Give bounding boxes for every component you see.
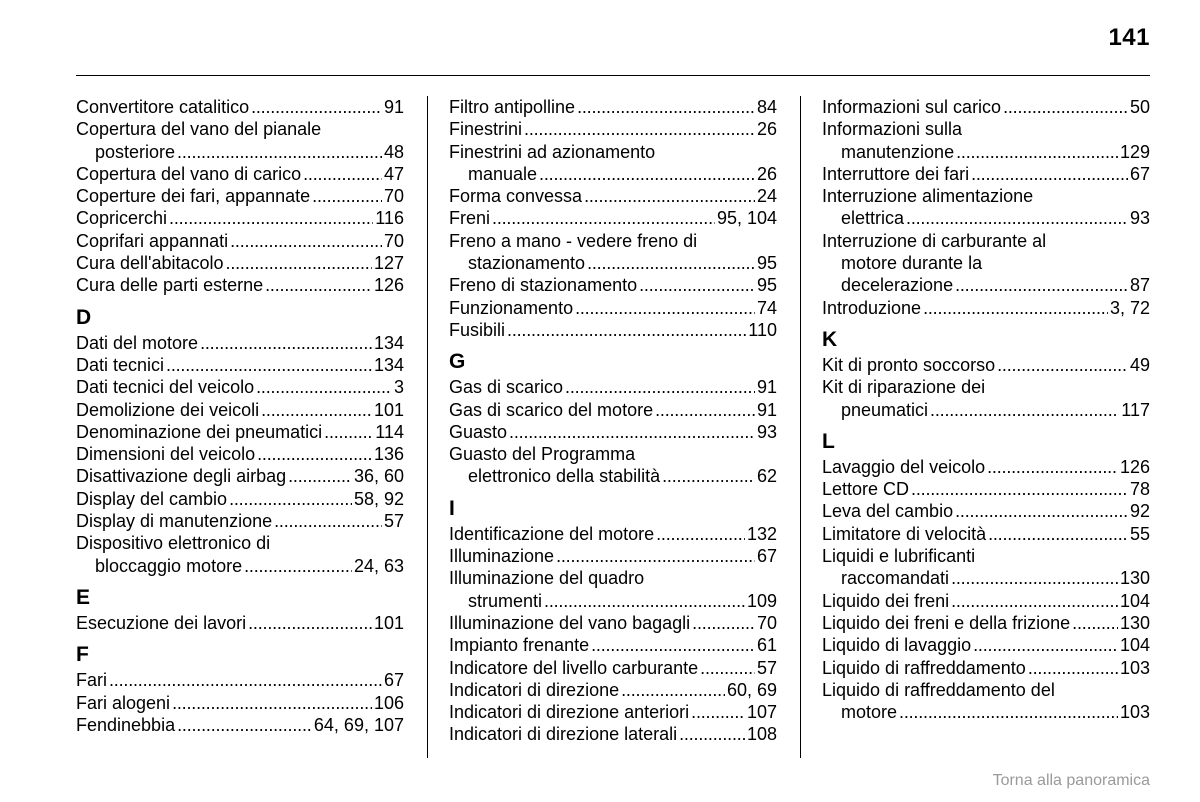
- index-entry-label: Indicatore del livello carburante: [449, 657, 699, 678]
- page-reference: 110: [748, 319, 777, 340]
- index-entry[interactable]: [449, 723, 777, 745]
- dot-leader: [988, 523, 1128, 545]
- index-entry-label: Gas di scarico: [449, 377, 564, 398]
- page-reference: 132: [746, 523, 777, 544]
- page-reference: 60, 69: [726, 679, 777, 700]
- dot-leader: [507, 319, 746, 341]
- column-divider: [427, 96, 428, 758]
- index-entry[interactable]: [822, 523, 1150, 545]
- dot-leader: [1072, 612, 1118, 634]
- page-reference: 70: [383, 230, 404, 251]
- index-entry[interactable]: [449, 443, 777, 488]
- index-entry-continuation: [76, 141, 404, 163]
- index-entry-label: Fari alogeni: [76, 692, 171, 713]
- index-entry[interactable]: [822, 634, 1150, 656]
- page-reference: 93: [1129, 208, 1150, 229]
- index-entry-continuation: [822, 701, 1150, 723]
- index-entry-label: Coperture dei fari, appannate: [76, 186, 311, 207]
- index-entry[interactable]: [449, 612, 777, 634]
- page-reference: 61: [756, 635, 777, 656]
- dot-leader: [1003, 96, 1128, 118]
- dot-leader: [679, 723, 745, 745]
- dot-leader: [692, 612, 755, 634]
- dot-leader: [177, 141, 382, 163]
- dot-leader: [230, 230, 382, 252]
- page-reference: 134: [373, 332, 404, 353]
- back-to-overview-link[interactable]: Torna alla panoramica: [992, 772, 1150, 789]
- dot-leader: [229, 488, 352, 510]
- index-entry-label: Identificazione del motore: [449, 523, 655, 544]
- index-entry[interactable]: [76, 274, 404, 296]
- index-letter-heading: G: [449, 350, 466, 374]
- index-entry-label: Illuminazione del quadro: [449, 568, 645, 589]
- dot-leader: [591, 634, 755, 656]
- index-entry-continuation: [822, 567, 1150, 589]
- dot-leader: [951, 567, 1118, 589]
- page-reference: 36, 60: [353, 466, 404, 487]
- index-entry-continuation: [449, 590, 777, 612]
- index-entry-label-continued: elettronico della stabilità: [468, 466, 661, 487]
- index-entry[interactable]: [822, 230, 1150, 297]
- index-entry[interactable]: [76, 230, 404, 252]
- page-reference: 129: [1119, 141, 1150, 162]
- page-reference: 104: [1119, 635, 1150, 656]
- index-entry-label-continued: manutenzione: [841, 141, 955, 162]
- index-entry-label: Illuminazione: [449, 546, 555, 567]
- index-entry-label: Guasto del Programma: [449, 444, 636, 465]
- index-entry-label: Denominazione dei pneumatici: [76, 421, 323, 442]
- dot-leader: [539, 163, 755, 185]
- page-reference: 3, 72: [1109, 297, 1150, 318]
- index-entry-label: Dati tecnici del veicolo: [76, 377, 255, 398]
- dot-leader: [899, 701, 1118, 723]
- page-reference: 95: [756, 253, 777, 274]
- index-entry-label: Kit di pronto soccorso: [822, 354, 996, 375]
- index-entry[interactable]: [822, 456, 1150, 478]
- page-reference: 3: [393, 377, 404, 398]
- dot-leader: [324, 421, 373, 443]
- index-entry-label: Gas di scarico del motore: [449, 399, 654, 420]
- index-entry[interactable]: [76, 488, 404, 510]
- index-entry-continuation: [449, 163, 777, 185]
- index-entry-label: Informazioni sulla: [822, 119, 963, 140]
- dot-leader: [556, 545, 755, 567]
- page-reference: 103: [1119, 702, 1150, 723]
- index-entry-label-continued: posteriore: [95, 141, 176, 162]
- dot-leader: [109, 669, 382, 691]
- index-entry[interactable]: [76, 510, 404, 532]
- index-entry[interactable]: [822, 118, 1150, 163]
- index-letter-heading: K: [822, 327, 838, 351]
- index-entry-label: Finestrini ad azionamento: [449, 141, 656, 162]
- index-entry-label-continued: raccomandati: [841, 568, 950, 589]
- index-entry-label-continued: bloccaggio motore: [95, 555, 243, 576]
- index-entry-label: Indicatori di direzione anteriori: [449, 702, 690, 723]
- dot-leader: [971, 163, 1128, 185]
- index-entry-label: Freno di stazionamento: [449, 275, 638, 296]
- dot-leader: [226, 252, 372, 274]
- index-entry-label: Liquido dei freni e della frizione: [822, 612, 1071, 633]
- index-entry[interactable]: [76, 332, 404, 354]
- index-entry-label: Liquido di raffreddamento del: [822, 679, 1055, 700]
- index-entry[interactable]: [822, 478, 1150, 500]
- page-reference: 67: [756, 546, 777, 567]
- index-entry-label: Dispositivo elettronico di: [76, 533, 271, 554]
- index-entry[interactable]: [822, 163, 1150, 185]
- dot-leader: [169, 207, 373, 229]
- page-reference: 48: [383, 141, 404, 162]
- dot-leader: [288, 465, 352, 487]
- index-entry[interactable]: [449, 141, 777, 186]
- index-entry[interactable]: [449, 523, 777, 545]
- index-entry-label: Freno a mano - vedere freno di: [449, 230, 698, 251]
- page-reference: 67: [383, 670, 404, 691]
- dot-leader: [256, 376, 392, 398]
- dot-leader: [544, 590, 745, 612]
- index-entry[interactable]: [822, 96, 1150, 118]
- dot-leader: [906, 207, 1128, 229]
- index-entry-label: Coprifari appannati: [76, 230, 229, 251]
- index-entry[interactable]: [822, 500, 1150, 522]
- dot-leader: [930, 399, 1119, 421]
- index-entry-label-continued: strumenti: [468, 590, 543, 611]
- page-reference: 26: [756, 163, 777, 184]
- dot-leader: [1028, 657, 1118, 679]
- dot-leader: [951, 590, 1118, 612]
- page-reference: 108: [746, 724, 777, 745]
- column-divider: [800, 96, 801, 758]
- dot-leader: [257, 443, 372, 465]
- index-entry[interactable]: [76, 443, 404, 465]
- dot-leader: [987, 456, 1118, 478]
- index-letter-heading: F: [76, 643, 89, 667]
- index-entry-label: Leva del cambio: [822, 501, 954, 522]
- dot-leader: [584, 185, 755, 207]
- dot-leader: [251, 96, 382, 118]
- index-entry[interactable]: [76, 421, 404, 443]
- index-entry-label: Fari: [76, 670, 107, 691]
- index-entry[interactable]: [822, 354, 1150, 376]
- page-reference: 70: [383, 186, 404, 207]
- dot-leader: [655, 399, 755, 421]
- dot-leader: [509, 421, 755, 443]
- index-entry-label: Indicatori di direzione: [449, 679, 620, 700]
- page-reference: 127: [373, 253, 404, 274]
- index-entry-label: Funzionamento: [449, 297, 574, 318]
- index-entry[interactable]: [449, 96, 777, 118]
- index-entry[interactable]: [449, 701, 777, 723]
- index-entry-label: Liquido di lavaggio: [822, 635, 972, 656]
- page-reference: 84: [756, 97, 777, 117]
- index-letter-heading: D: [76, 305, 92, 329]
- index-entry[interactable]: [449, 421, 777, 443]
- dot-leader: [955, 274, 1128, 296]
- index-entry-label: Dimensioni del veicolo: [76, 444, 256, 465]
- index-entry-label: Informazioni sul carico: [822, 97, 1002, 117]
- index-entry-label: Freni: [449, 208, 491, 229]
- page-reference: 67: [1129, 163, 1150, 184]
- index-entry[interactable]: [76, 252, 404, 274]
- dot-leader: [565, 376, 755, 398]
- index-entry[interactable]: [76, 692, 404, 714]
- index-entry-label-continued: motore durante la: [841, 253, 983, 274]
- index-entry[interactable]: [822, 590, 1150, 612]
- page-reference: 126: [1119, 456, 1150, 477]
- dot-leader: [700, 657, 755, 679]
- page-reference: 109: [746, 590, 777, 611]
- index-entry[interactable]: [76, 399, 404, 421]
- index-entry-label-continued: decelerazione: [841, 275, 954, 296]
- index-entry[interactable]: [449, 399, 777, 421]
- index-entry-label: Fusibili: [449, 319, 506, 340]
- index-entry[interactable]: [822, 679, 1150, 724]
- index-entry-label: Introduzione: [822, 297, 922, 318]
- index-entry[interactable]: [76, 96, 404, 118]
- page-reference: 95, 104: [716, 208, 777, 229]
- index-entry-label-continued: motore: [841, 702, 898, 723]
- index-entry[interactable]: [76, 354, 404, 376]
- index-entry[interactable]: [449, 274, 777, 296]
- page-reference: 74: [756, 297, 777, 318]
- index-entry[interactable]: [822, 185, 1150, 230]
- index-entry-continuation: [449, 252, 777, 274]
- index-entry[interactable]: [76, 714, 404, 736]
- index-entry-label: Forma convessa: [449, 186, 583, 207]
- page-reference: 55: [1129, 523, 1150, 544]
- index-entry[interactable]: [76, 612, 404, 634]
- index-entry-continuation: [822, 141, 1150, 163]
- dot-leader: [177, 714, 312, 736]
- index-entry-continuation: [449, 465, 777, 487]
- page-reference: 57: [383, 511, 404, 532]
- page-reference: 130: [1119, 568, 1150, 589]
- header-rule: [76, 75, 1150, 76]
- index-entry-label: Demolizione dei veicoli: [76, 399, 260, 420]
- page-reference: 101: [373, 612, 404, 633]
- index-entry-label-continued: stazionamento: [468, 253, 586, 274]
- index-entry[interactable]: [76, 465, 404, 487]
- page-reference: 103: [1119, 657, 1150, 678]
- index-entry-label: Disattivazione degli airbag: [76, 466, 287, 487]
- page-reference: 62: [756, 466, 777, 487]
- index-entry[interactable]: [449, 319, 777, 341]
- index-entry-label: Finestrini: [449, 119, 523, 140]
- dot-leader: [312, 185, 382, 207]
- dot-leader: [691, 701, 745, 723]
- dot-leader: [955, 500, 1128, 522]
- index-entry-label: Liquido di raffreddamento: [822, 657, 1026, 678]
- dot-leader: [524, 118, 755, 140]
- index-entry-label: Convertitore catalitico: [76, 97, 250, 117]
- page-reference: 107: [746, 702, 777, 723]
- index-entry-label: Dati tecnici: [76, 354, 165, 375]
- index-entry[interactable]: [76, 669, 404, 691]
- dot-leader: [248, 612, 372, 634]
- index-entry-label: Copertura del vano di carico: [76, 163, 302, 184]
- index-column-3: [822, 96, 1150, 723]
- dot-leader: [303, 163, 382, 185]
- index-entry-label: Indicatori di direzione laterali: [449, 724, 678, 745]
- index-entry[interactable]: [449, 545, 777, 567]
- index-entry[interactable]: [76, 376, 404, 398]
- index-entry[interactable]: [76, 163, 404, 185]
- index-entry-label: Fendinebbia: [76, 714, 176, 735]
- dot-leader: [265, 274, 372, 296]
- page-reference: 91: [756, 377, 777, 398]
- dot-leader: [973, 634, 1118, 656]
- index-entry[interactable]: [822, 657, 1150, 679]
- index-entry[interactable]: [449, 567, 777, 612]
- index-entry-label: Copertura del vano del pianale: [76, 119, 322, 140]
- index-entry[interactable]: [449, 376, 777, 398]
- index-entry-label: Guasto: [449, 421, 508, 442]
- page-reference: 49: [1129, 354, 1150, 375]
- index-entry-label-continued: elettrica: [841, 208, 905, 229]
- index-entry[interactable]: [76, 532, 404, 577]
- index-column-2: [449, 96, 777, 746]
- index-entry-continuation: [822, 274, 1150, 296]
- index-entry-label: Liquido dei freni: [822, 590, 950, 611]
- page-reference: 91: [383, 97, 404, 117]
- index-entry-label: Cura dell'abitacolo: [76, 253, 224, 274]
- index-entry[interactable]: [449, 207, 777, 229]
- dot-leader: [621, 679, 725, 701]
- page-reference: 104: [1119, 590, 1150, 611]
- index-entry-label: Display del cambio: [76, 488, 228, 509]
- page-reference: 95: [756, 275, 777, 296]
- index-entry-label: Copricerchi: [76, 208, 168, 229]
- dot-leader: [662, 465, 755, 487]
- dot-leader: [492, 207, 715, 229]
- page-reference: 114: [375, 421, 404, 442]
- index-entry[interactable]: [76, 207, 404, 229]
- page-reference: 78: [1129, 479, 1150, 500]
- index-letter-heading: L: [822, 429, 835, 453]
- index-entry-continuation: [822, 207, 1150, 229]
- page-reference: 50: [1129, 97, 1150, 117]
- dot-leader: [200, 332, 372, 354]
- page-reference: 70: [756, 612, 777, 633]
- index-entry-label: Interruzione alimentazione: [822, 186, 1034, 207]
- page-reference: 134: [373, 354, 404, 375]
- page-reference: 91: [756, 399, 777, 420]
- dot-leader: [274, 510, 382, 532]
- index-entry-continuation: [822, 399, 1150, 421]
- dot-leader: [587, 252, 755, 274]
- index-entry-label: Kit di riparazione dei: [822, 377, 986, 398]
- page-reference: 26: [756, 119, 777, 140]
- dot-leader: [577, 96, 755, 118]
- dot-leader: [166, 354, 372, 376]
- index-entry[interactable]: [449, 679, 777, 701]
- dot-leader: [639, 274, 755, 296]
- index-letter-heading: I: [449, 496, 455, 520]
- dot-leader: [244, 555, 352, 577]
- page-reference: 47: [383, 163, 404, 184]
- index-entry[interactable]: [822, 545, 1150, 590]
- index-entry-label-continued: pneumatici: [841, 399, 929, 420]
- index-entry-label: Interruttore dei fari: [822, 163, 970, 184]
- page-reference: 64, 69, 107: [313, 714, 404, 735]
- dot-leader: [261, 399, 372, 421]
- page-number: 141: [1108, 24, 1150, 51]
- page-reference: 92: [1129, 501, 1150, 522]
- dot-leader: [575, 297, 755, 319]
- index-entry-label: Display di manutenzione: [76, 511, 273, 532]
- index-entry[interactable]: [449, 230, 777, 275]
- index-entry-label: Impianto frenante: [449, 635, 590, 656]
- index-entry-label: Esecuzione dei lavori: [76, 612, 247, 633]
- page-reference: 24, 63: [353, 555, 404, 576]
- index-entry-label-continued: manuale: [468, 163, 538, 184]
- page-reference: 106: [373, 692, 404, 713]
- page-reference: 101: [373, 399, 404, 420]
- index-entry[interactable]: [449, 118, 777, 140]
- page-reference: 57: [756, 657, 777, 678]
- dot-leader: [997, 354, 1128, 376]
- index-entry[interactable]: [76, 185, 404, 207]
- page-reference: 58, 92: [353, 488, 404, 509]
- index-entry-label: Lettore CD: [822, 479, 910, 500]
- index-entry-continuation: [76, 555, 404, 577]
- page-reference: 24: [756, 186, 777, 207]
- index-entry-label: Cura delle parti esterne: [76, 275, 264, 296]
- page-reference: 93: [756, 421, 777, 442]
- index-entry-label: Filtro antipolline: [449, 97, 576, 117]
- index-entry-label: Interruzione di carburante al: [822, 230, 1047, 251]
- index-column-1: [76, 96, 404, 736]
- dot-leader: [956, 141, 1118, 163]
- index-entry[interactable]: [449, 185, 777, 207]
- page-reference: 136: [373, 444, 404, 465]
- index-entry-label: Dati del motore: [76, 332, 199, 353]
- index-entry[interactable]: [449, 634, 777, 656]
- index-entry[interactable]: [822, 376, 1150, 421]
- index-entry-label: Limitatore di velocità: [822, 523, 987, 544]
- page-reference: 117: [1121, 399, 1150, 420]
- index-entry-label: Liquidi e lubrificanti: [822, 546, 976, 567]
- dot-leader: [911, 478, 1128, 500]
- index-entry[interactable]: [76, 118, 404, 163]
- dot-leader: [923, 297, 1108, 319]
- index-entry[interactable]: [822, 612, 1150, 634]
- index-entry-label: Lavaggio del veicolo: [822, 456, 986, 477]
- page-reference: 126: [373, 275, 404, 296]
- page-reference: 130: [1119, 612, 1150, 633]
- index-entry-label: Illuminazione del vano bagagli: [449, 612, 691, 633]
- index-letter-heading: E: [76, 585, 91, 609]
- page-reference: 87: [1129, 275, 1150, 296]
- index-entry[interactable]: [449, 657, 777, 679]
- page-reference: 116: [375, 208, 404, 229]
- index-entry[interactable]: [449, 297, 777, 319]
- index-entry[interactable]: [822, 297, 1150, 319]
- dot-leader: [656, 523, 745, 545]
- dot-leader: [172, 692, 372, 714]
